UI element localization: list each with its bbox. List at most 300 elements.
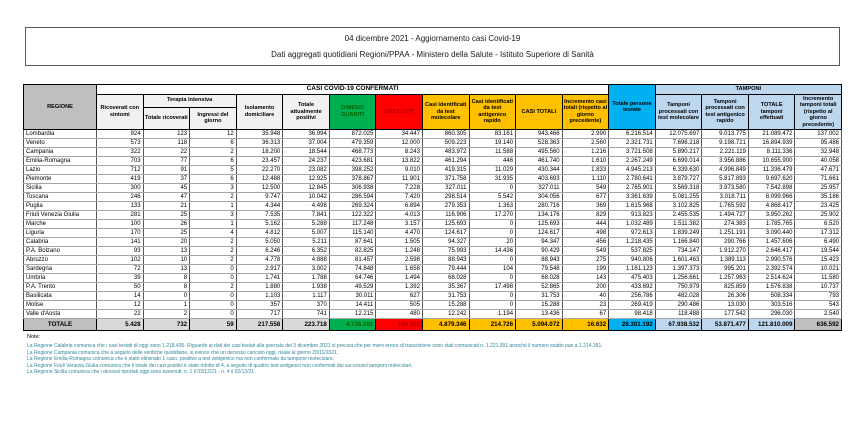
value-cell: 6	[190, 157, 237, 166]
value-cell: 0	[469, 292, 516, 301]
value-cell: 495.560	[516, 148, 563, 157]
col-header-tamponi-antigenico: Tamponi processati con test antigenico rapido	[702, 94, 749, 130]
value-cell: 14	[97, 292, 144, 301]
table-row	[24, 301, 842, 310]
note-item: La Regione Emilia-Romagna comunica che è stato eliminato 1 caso, positivo a test antigenico ma non confermato da tampone molecolare.	[27, 356, 335, 362]
value-cell: 6.520	[795, 220, 842, 229]
value-cell: 124.617	[422, 229, 469, 238]
value-cell: 30.011	[329, 292, 376, 301]
value-cell: 12.242	[422, 310, 469, 319]
value-cell: 750.979	[655, 283, 702, 292]
value-cell: 10.655.900	[748, 157, 795, 166]
value-cell: 1.615.968	[609, 202, 656, 211]
value-cell: 7.542.898	[748, 184, 795, 193]
value-cell: 0	[143, 292, 190, 301]
report-title-box	[25, 27, 840, 66]
value-cell: 1.658	[376, 265, 423, 274]
region-name: P.A. Trento	[24, 283, 97, 292]
value-cell: 64.746	[329, 274, 376, 283]
value-cell: 1.494	[376, 274, 423, 283]
region-name: Puglia	[24, 202, 97, 211]
value-cell: 5.162	[236, 220, 283, 229]
value-cell: 177.542	[702, 310, 749, 319]
value-cell: 1.103	[236, 292, 283, 301]
value-cell: 123	[143, 130, 190, 139]
value-cell: 1.765.592	[702, 202, 749, 211]
value-cell: 1.880	[236, 283, 283, 292]
value-cell: 5	[190, 166, 237, 175]
notes-section	[27, 334, 847, 376]
value-cell: 573	[97, 139, 144, 148]
total-value: 214.726	[469, 319, 516, 331]
value-cell: 40	[562, 292, 609, 301]
total-value: 59	[190, 319, 237, 331]
value-cell: 67	[562, 310, 609, 319]
value-cell: 83.161	[469, 130, 516, 139]
value-cell: 279.353	[422, 202, 469, 211]
value-cell: 378.867	[329, 175, 376, 184]
value-cell: 36.313	[236, 139, 283, 148]
value-cell: 717	[236, 310, 283, 319]
value-cell: 1.938	[283, 283, 330, 292]
value-cell: 0	[190, 310, 237, 319]
col-header-tamponi-totale: TOTALE tamponi effettuati	[748, 94, 795, 130]
value-cell: 26.306	[702, 292, 749, 301]
value-cell: 3.569.318	[655, 184, 702, 193]
value-cell: 370	[283, 301, 330, 310]
value-cell: 18.200	[236, 148, 283, 157]
value-cell: 543	[795, 301, 842, 310]
value-cell: 995.201	[702, 265, 749, 274]
value-cell: 2	[143, 310, 190, 319]
value-cell: 118.488	[655, 310, 702, 319]
total-value: 5.094.072	[516, 319, 563, 331]
table-row	[24, 211, 842, 220]
value-cell: 3.879.727	[655, 175, 702, 184]
region-name: Umbria	[24, 274, 97, 283]
value-cell: 17.270	[469, 211, 516, 220]
table-row	[24, 229, 842, 238]
region-name: Valle d'Aosta	[24, 310, 97, 319]
region-name: Lazio	[24, 166, 97, 175]
report-title-line2: Dati aggregati quotidiani Regioni/PPAA - Ministero della Salute - Istituto Superiore di Sanità	[271, 49, 594, 59]
note-item: La Regione Friuli Venezia Giulia comunica che il totale dei casi positivi è stato ridotto di 4, a seguito di quattro test antigenici non confermati dai successivi tamponi molecolari.	[27, 362, 413, 369]
value-cell: 47	[143, 193, 190, 202]
note-item: La Regione Campania comunica che a seguito delle verifiche quotidiane, si evince che un decesso caricato oggi, risale al giorno 20/11/2021.	[27, 349, 339, 356]
value-cell: 124.617	[516, 229, 563, 238]
region-name: Friuli Venezia Giulia	[24, 211, 97, 220]
value-cell: 77	[143, 157, 190, 166]
value-cell: 1.161.123	[609, 265, 656, 274]
value-cell: 304.056	[516, 193, 563, 202]
value-cell: 36.994	[283, 130, 330, 139]
note-item: La Regione Sicilia comunica che i decessi riportati oggi sono avvenuti: n. 1 il 03/12/21 - n. 4 il 02/12/21.	[27, 369, 256, 375]
total-value: 732	[143, 319, 190, 331]
value-cell: 5.050	[236, 238, 283, 247]
total-value: 121.810.009	[748, 319, 795, 331]
value-cell: 10.042	[283, 193, 330, 202]
value-cell: 4.470	[376, 229, 423, 238]
value-cell: 88.943	[422, 256, 469, 265]
value-cell: 677	[562, 193, 609, 202]
value-cell: 0	[190, 274, 237, 283]
table-header	[24, 85, 842, 130]
value-cell: 10.021	[795, 265, 842, 274]
value-cell: 2.917	[236, 265, 283, 274]
value-cell: 290.486	[655, 301, 702, 310]
value-cell: 306.938	[329, 184, 376, 193]
value-cell: 3.361.639	[609, 193, 656, 202]
value-cell: 1.218.435	[609, 238, 656, 247]
value-cell: 15.288	[422, 301, 469, 310]
region-name: Sardegna	[24, 265, 97, 274]
value-cell: 1.788	[283, 274, 330, 283]
group-header-casi-confermati: CASI COVID-19 CONFERMATI	[97, 85, 609, 95]
value-cell: 0	[469, 256, 516, 265]
value-cell: 300	[97, 184, 144, 193]
value-cell: 125.693	[422, 220, 469, 229]
value-cell: 793	[795, 292, 842, 301]
value-cell: 25	[143, 211, 190, 220]
value-cell: 2	[190, 193, 237, 202]
value-cell: 1.601.463	[655, 256, 702, 265]
value-cell: 32.948	[795, 148, 842, 157]
value-cell: 122.322	[329, 211, 376, 220]
value-cell: 21.089.472	[748, 130, 795, 139]
region-name: Lombardia	[24, 130, 97, 139]
value-cell: 0	[469, 301, 516, 310]
value-cell: 280.716	[516, 202, 563, 211]
table-row	[24, 139, 842, 148]
value-cell: 94.327	[422, 238, 469, 247]
col-header-casi-molecolare: Casi identificati da test molecolare	[422, 94, 469, 130]
col-header-incremento-tamponi: Incremento tamponi totali (rispetto al giorno precedente)	[795, 94, 842, 130]
value-cell: 15.288	[516, 301, 563, 310]
value-cell: 72	[97, 265, 144, 274]
value-cell: 4.013	[376, 211, 423, 220]
value-cell: 98.418	[609, 310, 656, 319]
value-cell: 479.359	[329, 139, 376, 148]
value-cell: 369	[562, 202, 609, 211]
col-header-positivi: Totale attualmente positivi	[283, 94, 330, 130]
value-cell: 419	[97, 175, 144, 184]
col-header-tamponi-molecolare: Tamponi processati con test molecolare	[655, 94, 702, 130]
notes-label: Note:	[27, 334, 41, 340]
group-header-tamponi: TAMPONI	[655, 85, 841, 95]
value-cell: 6	[190, 175, 237, 184]
value-cell: 11.588	[469, 148, 516, 157]
value-cell: 2	[190, 283, 237, 292]
value-cell: 2.598	[376, 256, 423, 265]
table-body	[24, 130, 842, 331]
value-cell: 1.505	[376, 238, 423, 247]
value-cell: 68.028	[422, 274, 469, 283]
value-cell: 12.845	[283, 184, 330, 193]
value-cell: 274.383	[702, 220, 749, 229]
total-value: 67.938.532	[655, 319, 702, 331]
table-row	[24, 292, 842, 301]
value-cell: 16.894.939	[748, 139, 795, 148]
value-cell: 4.778	[236, 256, 283, 265]
value-cell: 2.990.576	[748, 256, 795, 265]
value-cell: 12	[97, 301, 144, 310]
value-cell: 133	[97, 202, 144, 211]
value-cell: 5.211	[283, 238, 330, 247]
value-cell: 3.157	[376, 220, 423, 229]
value-cell: 1	[190, 220, 237, 229]
value-cell: 22	[143, 148, 190, 157]
region-name: Campania	[24, 148, 97, 157]
value-cell: 17.498	[469, 283, 516, 292]
col-header-isolamento: Isolamento domiciliare	[236, 94, 283, 130]
value-cell: 703	[97, 157, 144, 166]
value-cell: 137.002	[795, 130, 842, 139]
col-header-deceduti: DECEDUTI	[376, 94, 423, 130]
value-cell: 4.996.849	[702, 166, 749, 175]
value-cell: 17.312	[795, 229, 842, 238]
value-cell: 275	[562, 256, 609, 265]
value-cell: 2.990	[562, 130, 609, 139]
value-cell: 22.270	[236, 166, 283, 175]
value-cell: 6.894	[376, 202, 423, 211]
value-cell: 12.500	[236, 184, 283, 193]
value-cell: 913.823	[609, 211, 656, 220]
value-cell: 26	[143, 220, 190, 229]
table-row	[24, 220, 842, 229]
value-cell: 5.081.255	[655, 193, 702, 202]
value-cell: 14.436	[469, 247, 516, 256]
value-cell: 100	[97, 220, 144, 229]
value-cell: 118	[143, 139, 190, 148]
region-name: Molise	[24, 301, 97, 310]
value-cell: 6.490	[795, 238, 842, 247]
value-cell: 102	[97, 256, 144, 265]
value-cell: 3.018.711	[702, 193, 749, 202]
value-cell: 13.822	[376, 157, 423, 166]
value-cell: 35.367	[422, 283, 469, 292]
value-cell: 0	[190, 292, 237, 301]
value-cell: 829	[562, 211, 609, 220]
value-cell: 322	[97, 148, 144, 157]
value-cell: 403.693	[516, 175, 563, 184]
value-cell: 1.833	[562, 166, 609, 175]
value-cell: 79.444	[422, 265, 469, 274]
value-cell: 3	[190, 211, 237, 220]
value-cell: 286.594	[329, 193, 376, 202]
value-cell: 4.888	[283, 256, 330, 265]
value-cell: 1.457.606	[748, 238, 795, 247]
value-cell: 9.697.620	[748, 175, 795, 184]
value-cell: 9.013.775	[702, 130, 749, 139]
value-cell: 12	[190, 130, 237, 139]
total-value: 223.718	[283, 319, 330, 331]
table-row	[24, 274, 842, 283]
value-cell: 4.344	[236, 202, 283, 211]
col-header-terapia-totale: Totale ricoverati	[143, 107, 190, 129]
value-cell: 117.248	[329, 220, 376, 229]
value-cell: 327.011	[516, 184, 563, 193]
value-cell: 35.948	[236, 130, 283, 139]
value-cell: 8	[143, 283, 190, 292]
value-cell: 6.352	[283, 247, 330, 256]
value-cell: 22	[97, 310, 144, 319]
total-value: 636.592	[795, 319, 842, 331]
value-cell: 1.194	[469, 310, 516, 319]
value-cell: 446	[469, 157, 516, 166]
value-cell: 35.186	[795, 193, 842, 202]
value-cell: 3.090.440	[748, 229, 795, 238]
value-cell: 5.817.893	[702, 175, 749, 184]
value-cell: 2.560	[562, 139, 609, 148]
region-name: Toscana	[24, 193, 97, 202]
value-cell: 8	[143, 274, 190, 283]
value-cell: 0	[190, 301, 237, 310]
value-cell: 11.580	[795, 274, 842, 283]
value-cell: 134.176	[516, 211, 563, 220]
value-cell: 93	[97, 247, 144, 256]
value-cell: 10	[143, 256, 190, 265]
value-cell: 433.692	[609, 283, 656, 292]
value-cell: 1.392	[376, 283, 423, 292]
value-cell: 71.661	[795, 175, 842, 184]
value-cell: 2.392.574	[748, 265, 795, 274]
value-cell: 444	[562, 220, 609, 229]
value-cell: 943.466	[516, 130, 563, 139]
value-cell: 1.248	[376, 247, 423, 256]
value-cell: 509.223	[422, 139, 469, 148]
value-cell: 528.363	[516, 139, 563, 148]
value-cell: 741	[283, 310, 330, 319]
value-cell: 75.993	[422, 247, 469, 256]
table-row	[24, 202, 842, 211]
value-cell: 74.848	[329, 265, 376, 274]
total-value: 16.632	[562, 319, 609, 331]
value-cell: 246	[97, 193, 144, 202]
value-cell: 13	[143, 247, 190, 256]
col-header-dimessi-guariti: DIMESSI GUARITI	[329, 94, 376, 130]
value-cell: 860.305	[422, 130, 469, 139]
value-cell: 1.389.113	[702, 256, 749, 265]
value-cell: 143	[562, 274, 609, 283]
value-cell: 371.758	[422, 175, 469, 184]
value-cell: 3.956.886	[702, 157, 749, 166]
table-row	[24, 193, 842, 202]
region-name: Sicilia	[24, 184, 97, 193]
table-row	[24, 166, 842, 175]
value-cell: 6.246	[236, 247, 283, 256]
value-cell: 14.411	[329, 301, 376, 310]
value-cell: 972.613	[609, 229, 656, 238]
table-row	[24, 238, 842, 247]
value-cell: 9.010	[376, 166, 423, 175]
value-cell: 712	[97, 166, 144, 175]
value-cell: 88.943	[516, 256, 563, 265]
value-cell: 10.737	[795, 283, 842, 292]
value-cell: 31.753	[422, 292, 469, 301]
value-cell: 170	[97, 229, 144, 238]
value-cell: 1.610	[562, 157, 609, 166]
value-cell: 0	[469, 220, 516, 229]
value-cell: 1.912.270	[702, 247, 749, 256]
value-cell: 4	[190, 229, 237, 238]
col-header-terapia-intensiva: Terapia intensiva	[143, 94, 236, 107]
value-cell: 3.002	[283, 265, 330, 274]
value-cell: 734.147	[655, 247, 702, 256]
col-header-casi-totali: CASI TOTALI	[516, 94, 563, 130]
value-cell: 23.457	[236, 157, 283, 166]
value-cell: 327.011	[422, 184, 469, 193]
value-cell: 7.420	[376, 193, 423, 202]
value-cell: 3.102.825	[655, 202, 702, 211]
value-cell: 9.198.721	[702, 139, 749, 148]
value-cell: 269.324	[329, 202, 376, 211]
value-cell: 549	[562, 184, 609, 193]
region-name: Veneto	[24, 139, 97, 148]
table-row	[24, 310, 842, 319]
value-cell: 269.419	[609, 301, 656, 310]
value-cell: 2.646.417	[748, 247, 795, 256]
value-cell: 1.257.963	[702, 274, 749, 283]
value-cell: 461.294	[422, 157, 469, 166]
value-cell: 15.423	[795, 256, 842, 265]
value-cell: 4.498	[283, 202, 330, 211]
value-cell: 1.166.840	[655, 238, 702, 247]
value-cell: 23.425	[795, 202, 842, 211]
value-cell: 2.780.641	[609, 175, 656, 184]
total-value: 4.736.281	[329, 319, 376, 331]
value-cell: 5.288	[283, 220, 330, 229]
value-cell: 0	[469, 229, 516, 238]
region-name: Abruzzo	[24, 256, 97, 265]
value-cell: 199	[562, 265, 609, 274]
value-cell: 2	[190, 256, 237, 265]
value-cell: 4.812	[236, 229, 283, 238]
value-cell: 1.363	[469, 202, 516, 211]
region-name: P.A. Bolzano	[24, 247, 97, 256]
value-cell: 11.029	[469, 166, 516, 175]
value-cell: 34.447	[376, 130, 423, 139]
value-cell: 6	[190, 139, 237, 148]
value-cell: 0	[469, 184, 516, 193]
value-cell: 872.025	[329, 130, 376, 139]
value-cell: 1.785.765	[748, 220, 795, 229]
value-cell: 505	[376, 301, 423, 310]
value-cell: 8.099.966	[748, 193, 795, 202]
value-cell: 94.347	[516, 238, 563, 247]
value-cell: 5.890.217	[655, 148, 702, 157]
value-cell: 1.397.373	[655, 265, 702, 274]
table-row	[24, 175, 842, 184]
value-cell: 3.721.508	[609, 148, 656, 157]
value-cell: 5.007	[283, 229, 330, 238]
value-cell: 12.488	[236, 175, 283, 184]
value-cell: 6.699.014	[655, 157, 702, 166]
table-row	[24, 148, 842, 157]
value-cell: 480	[376, 310, 423, 319]
value-cell: 0	[469, 274, 516, 283]
value-cell: 498	[562, 229, 609, 238]
value-cell: 1.110	[562, 175, 609, 184]
value-cell: 5.542	[469, 193, 516, 202]
value-cell: 483.972	[422, 148, 469, 157]
value-cell: 49.529	[329, 283, 376, 292]
value-cell: 1.494.727	[702, 211, 749, 220]
covid-data-table	[23, 84, 842, 331]
value-cell: 256.786	[609, 292, 656, 301]
col-header-ricoverati: Ricoverati con sintomi	[97, 94, 144, 130]
value-cell: 298.514	[422, 193, 469, 202]
total-row	[24, 319, 842, 331]
